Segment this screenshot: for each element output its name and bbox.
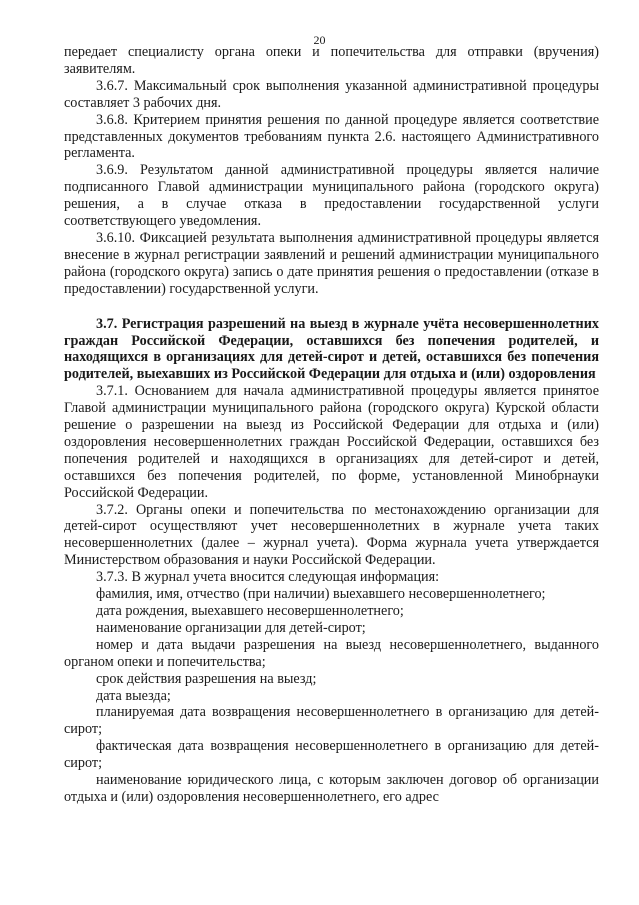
paragraph-3-6-7: 3.6.7. Максимальный срок выполнения указанной административной процедуры составляет 3 рабочих дня.	[64, 77, 599, 111]
paragraph-3-6-10: 3.6.10. Фиксацией результата выполнения административной процедуры является внесение в журнал регистрации заявлений и решений администрации муниципального района (городского округа) запись о дате принятия решения о предоставлении (отказе в предоставлении) государственной услуги.	[64, 229, 599, 297]
paragraph-3-6-9: 3.6.9. Результатом данной административной процедуры является наличие подписанного Главой администрации муниципального района (городского округа) решения, а в случае отказа в предоставлении государственной услуги соответствующего уведомления.	[64, 162, 599, 230]
paragraph-3-7-2: 3.7.2. Органы опеки и попечительства по местонахождению организации для детей-сирот осуществляют учет несовершеннолетних в журнале учета таких несовершеннолетних (далее – журнал учета). Форма журнала учета утверждается Министерством образования и науки Российской Федерации.	[64, 501, 599, 569]
list-item-full-name: фамилия, имя, отчество (при наличии) выехавшего несовершеннолетнего;	[96, 586, 546, 603]
paragraph-continuation: передает специалисту органа опеки и попечительства для отправки (вручения) заявителям.	[64, 44, 599, 77]
list-item-legal-entity: наименование юридического лица, с которым заключен договор об организации отдыха и (или) оздоровления несовершеннолетнего, его адрес	[64, 772, 599, 805]
document-body	[64, 44, 599, 806]
list-item-departure-date: дата выезда;	[96, 687, 171, 704]
paragraph-3-6-8: 3.6.8. Критерием принятия решения по данной процедуре является соответствие представленных документов требованиям пункта 2.6. настоящего Административного регламента.	[64, 111, 599, 162]
list-item-organization-name: наименование организации для детей-сирот;	[96, 619, 366, 636]
section-heading-3-7: 3.7. Регистрация разрешений на выезд в журнале учёта несовершеннолетних граждан Российской Федерации, оставшихся без попечения родителей, и находящихся в организациях для детей-сирот и детей, оставшихся без попечения родителей, выехавших из Российской Федерации для отдыха и (или) оздоровления	[64, 315, 599, 383]
list-item-planned-return: планируемая дата возвращения несовершеннолетнего в организацию для детей-сирот;	[64, 704, 599, 738]
paragraph-3-7-1: 3.7.1. Основанием для начала административной процедуры является принятое Главой администрации муниципального района (городского округа) Курской области решение о разрешении на выезд из Российской Федерации для отдыха и (или) оздоровления несовершеннолетних граждан Российской Федерации, оставшихся без попечения родителей и находящихся в организациях для детей-сирот и детей, оставшихся без попечения родителей, по форме, установленной Минобрнауки Российской Федерации.	[64, 383, 599, 501]
list-item-birth-date: дата рождения, выехавшего несовершеннолетнего;	[96, 603, 404, 619]
list-item-permit-number: номер и дата выдачи разрешения на выезд несовершеннолетнего, выданного органом опеки и попечительства;	[64, 636, 599, 670]
paragraph-3-7-3: 3.7.3. В журнал учета вносится следующая информация:	[96, 569, 440, 586]
list-item-actual-return: фактическая дата возвращения несовершеннолетнего в организацию для детей-сирот;	[64, 738, 599, 772]
page-number: 20	[313, 33, 326, 47]
list-item-permit-validity: срок действия разрешения на выезд;	[96, 670, 317, 687]
